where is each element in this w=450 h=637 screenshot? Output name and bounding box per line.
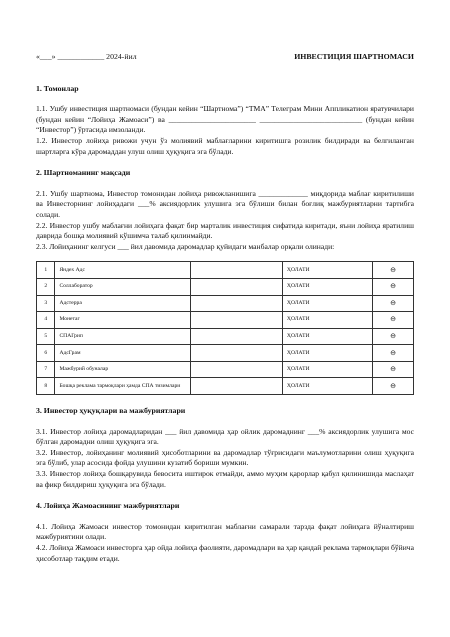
status-label: ҲОЛАТИ <box>282 295 372 312</box>
table-row <box>37 262 414 279</box>
empty-cell <box>190 295 282 312</box>
date-line: «___» ____________ 2024-йил <box>36 52 137 61</box>
source-name: Монетаг <box>55 312 190 329</box>
clause-3-2: 3.2. Инвестор, лойиҳанинг молиявий ҳисоботларини ва даромадлар тўғрисидаги маълумотларини олиш ҳуқуқига эга бўлиб, улар асосида фойда улушини кузатиб бориши мумкин. <box>36 447 414 468</box>
header-line <box>36 52 414 63</box>
clause-3-3: 3.3. Инвестор лойиҳа бошқарувида бевосита иштирок етмайди, аммо муҳим қарорлар қабул қилинишида маслаҳат ва фикр билдириш ҳуқуқига эга бўлади. <box>36 469 414 489</box>
source-name: Соллаборатор <box>55 278 190 295</box>
clause-1-2: 1.2. Инвестор лойиҳа ривожи учун ўз молиявий маблағларини киритишга розилик билдиради ва белгиланган шартларга кўра даромаддан улуш олиш ҳуқуқига эга бўлади. <box>36 135 414 156</box>
clause-2-2: 2.2. Инвестор ушбу маблағни лойиҳага фақат бир марталик инвестиция сифатида киритади, яъни лойиҳа яратилиш даврида бошқа молиявий кўшимча талаб қилинмайди. <box>36 220 414 241</box>
status-label: ҲОЛАТИ <box>282 328 372 345</box>
section-heading-parties: 1. Томонлар <box>36 83 79 93</box>
status-label: ҲОЛАТИ <box>282 278 372 295</box>
source-name: СПАГрип <box>55 328 190 345</box>
table-row <box>37 378 414 395</box>
row-number: 4 <box>37 312 55 329</box>
empty-cell <box>190 378 282 395</box>
table-row <box>37 361 414 378</box>
table-row <box>37 328 414 345</box>
clause-4-2: 4.2. Лойиҳа Жамоаси инвесторга ҳар ойда лойиҳа фаолияти, даромадлари ва ҳар қандай реклама тармоқлари бўйича ҳисоботлар тақдим етади. <box>36 543 414 563</box>
empty-cell <box>190 328 282 345</box>
status-toggle-icon[interactable]: ⊖ <box>373 295 414 312</box>
status-label: ҲОЛАТИ <box>282 262 372 279</box>
source-name: Адстерра <box>55 295 190 312</box>
status-toggle-icon[interactable]: ⊖ <box>373 262 414 279</box>
section-heading-investor-rights: 3. Инвестор ҳуқуқлари ва мажбуриятлари <box>36 406 186 416</box>
row-number: 5 <box>37 328 55 345</box>
status-label: ҲОЛАТИ <box>282 361 372 378</box>
source-name: Яндех Адс <box>55 262 190 279</box>
row-number: 6 <box>37 345 55 362</box>
status-label: ҲОЛАТИ <box>282 312 372 329</box>
row-number: 2 <box>37 278 55 295</box>
status-label: ҲОЛАТИ <box>282 345 372 362</box>
table-row <box>37 312 414 329</box>
status-toggle-icon[interactable]: ⊖ <box>373 312 414 329</box>
document-title: ИНВЕСТИЦИЯ ШАРТНОМАСИ <box>294 52 414 61</box>
table-row <box>37 345 414 362</box>
empty-cell <box>190 361 282 378</box>
status-toggle-icon[interactable]: ⊖ <box>373 378 414 395</box>
empty-cell <box>190 345 282 362</box>
source-name: Бошқа реклама тармоқлари ҳамда СПА тизимлари <box>55 378 190 395</box>
status-toggle-icon[interactable]: ⊖ <box>373 361 414 378</box>
section-heading-purpose: 2. Шартноманинг мақсади <box>36 168 131 178</box>
status-label: ҲОЛАТИ <box>282 378 372 395</box>
table-row <box>37 278 414 295</box>
revenue-sources-table <box>36 261 414 395</box>
section-heading-team-obligations: 4. Лойиҳа Жамоасининг мажбуриятлари <box>36 501 180 511</box>
clause-2-3: 2.3. Лойиҳанинг келгуси ___ йил давомида даромадлар қуйидаги манбалар орқали олинади: <box>36 241 335 251</box>
clause-4-1: 4.1. Лойиҳа Жамоаси инвестор томонидан киритилган маблағни самарали тарзда фақат лойиҳага йўналтириш мажбуриятини олади. <box>36 521 414 542</box>
status-toggle-icon[interactable]: ⊖ <box>373 328 414 345</box>
source-name: АдсГрам <box>55 345 190 362</box>
empty-cell <box>190 262 282 279</box>
empty-cell <box>190 278 282 295</box>
status-toggle-icon[interactable]: ⊖ <box>373 278 414 295</box>
table-row <box>37 295 414 312</box>
clause-3-1: 3.1. Инвестор лойиҳа даромадларидан ___ йил давомида ҳар ойлик даромаднинг ___% аксиядорлик улушига мос бўлган даромадни олиш ҳуқуқига эга. <box>36 426 414 447</box>
clause-1-1: 1.1. Ушбу инвестиция шартномаси (бундан кейин “Шартнома”) “TMA” Телеграм Мини Аппликатион яратувчилари (бундан кейин “Лойиҳа Жамоаси”) ва _______________________ ___________________________ (бундан кейин “Инвестор”) ўртасида имзоланди. <box>36 104 414 135</box>
status-toggle-icon[interactable]: ⊖ <box>373 345 414 362</box>
row-number: 1 <box>37 262 55 279</box>
row-number: 7 <box>37 361 55 378</box>
row-number: 8 <box>37 378 55 395</box>
empty-cell <box>190 312 282 329</box>
source-name: Мажбурий обуналар <box>55 361 190 378</box>
row-number: 3 <box>37 295 55 312</box>
clause-2-1: 2.1. Ушбу шартнома, Инвестор томонидан лойиҳа ривожланишига _____________ миқдорида маблағ киритилиши ва Инвесторнинг лойиҳадаги ___% аксиядорлик улушига эга бўлиши билан боғлиқ мажбуриятларни тартибга солади. <box>36 188 414 219</box>
